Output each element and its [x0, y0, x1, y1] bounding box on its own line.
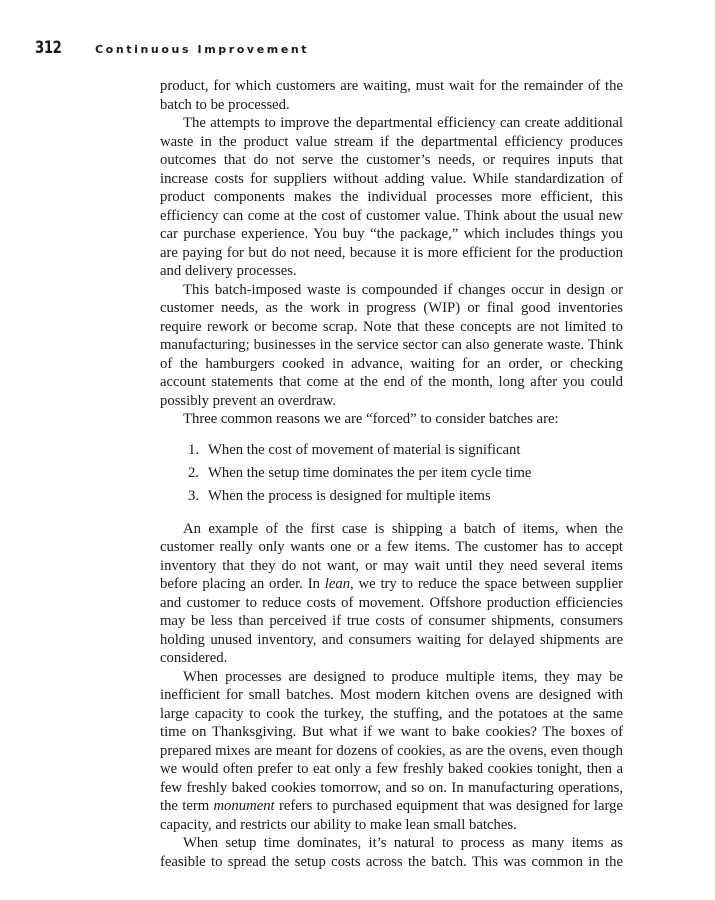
paragraph-5: [160, 520, 623, 668]
paragraph-1: product, for which customers are waiting, must wait for the remainder of the batch to be processed.: [160, 78, 623, 113]
list-item: [160, 464, 623, 483]
paragraph-7: When setup time dominates, it’s natural to process as many items as feasible to spread the setup costs across the batch. This was common in the: [160, 835, 623, 870]
numbered-list: [160, 441, 623, 506]
list-item: [160, 441, 623, 460]
paragraph-5-part-b: , we try to reduce the space between supplier and customer to reduce costs of movement. Offshore production efficiencies may be less than perceived if true costs of consumer shipments, consumers holding unused inventory, and consumers waiting for delayed shipments are considered.: [160, 576, 624, 666]
term-monument: monument: [213, 798, 275, 814]
paragraph-3: This batch-imposed waste is compounded if changes occur in design or customer needs, as the work in progress (WIP) or final good inventories require rework or become scrap. Note that these concepts are not limited to manufacturing; businesses in the service sector can also generate waste. Think of the hamburgers cooked in advance, waiting for an order, or checking account statements that come at the end of the month, long after you could possibly prevent an overdraw.: [160, 281, 623, 409]
term-lean: lean: [324, 576, 351, 592]
paragraph-6: [160, 668, 623, 835]
list-item-number: 3.: [188, 487, 200, 504]
paragraph-4: Three common reasons we are “forced” to consider batches are:: [183, 411, 559, 427]
page-header: [35, 38, 309, 58]
running-title: Continuous Improvement: [95, 43, 310, 56]
paragraph-6-part-b: refers to purchased equipment that was designed for large capacity, and restricts our ability to make lean small batches.: [160, 798, 623, 833]
paragraph-2: The attempts to improve the departmental efficiency can create additional waste in the product value stream if the departmental efficiency produces outcomes that do not serve the customer’s needs, or requires inputs that increase costs for suppliers without adding value. While standardization of product components makes the individual processes more efficient, this efficiency can come at the cost of customer value. Think about the usual new car purchase experience. You buy “the package,” which includes things you are paying for but do not need, because it is more efficient for the production and delivery processes.: [160, 115, 623, 279]
list-item-number: 1.: [188, 441, 200, 458]
list-item: [160, 487, 623, 506]
body-text: [160, 77, 623, 871]
page-number: 312: [35, 38, 62, 58]
list-item-text: When the process is designed for multiple items: [208, 487, 491, 504]
paragraph-5-part-a: An example of the first case is shipping a batch of items, when the customer really only wants one or a few items. The customer has to accept inventory that they do not want, or may wait until they need several items before placing an order. In: [160, 520, 623, 592]
list-item-text: When the setup time dominates the per item cycle time: [208, 464, 532, 481]
paragraph-6-part-a: When processes are designed to produce multiple items, they may be inefficient for small batches. Most modern kitchen ovens are designed with large capacity to cook the turkey, the stuffing, and the potatoes at the same time on Thanksgiving. But what if we want to bake cookies? The boxes of prepared mixes are meant for dozens of cookies, as are the ovens, even though we would often prefer to eat only a few freshly baked cookies tonight, then a few freshly baked cookies tomorrow, and so on. In manufacturing operations, the term: [160, 668, 623, 814]
list-item-number: 2.: [188, 464, 200, 481]
list-item-text: When the cost of movement of material is significant: [208, 441, 521, 458]
